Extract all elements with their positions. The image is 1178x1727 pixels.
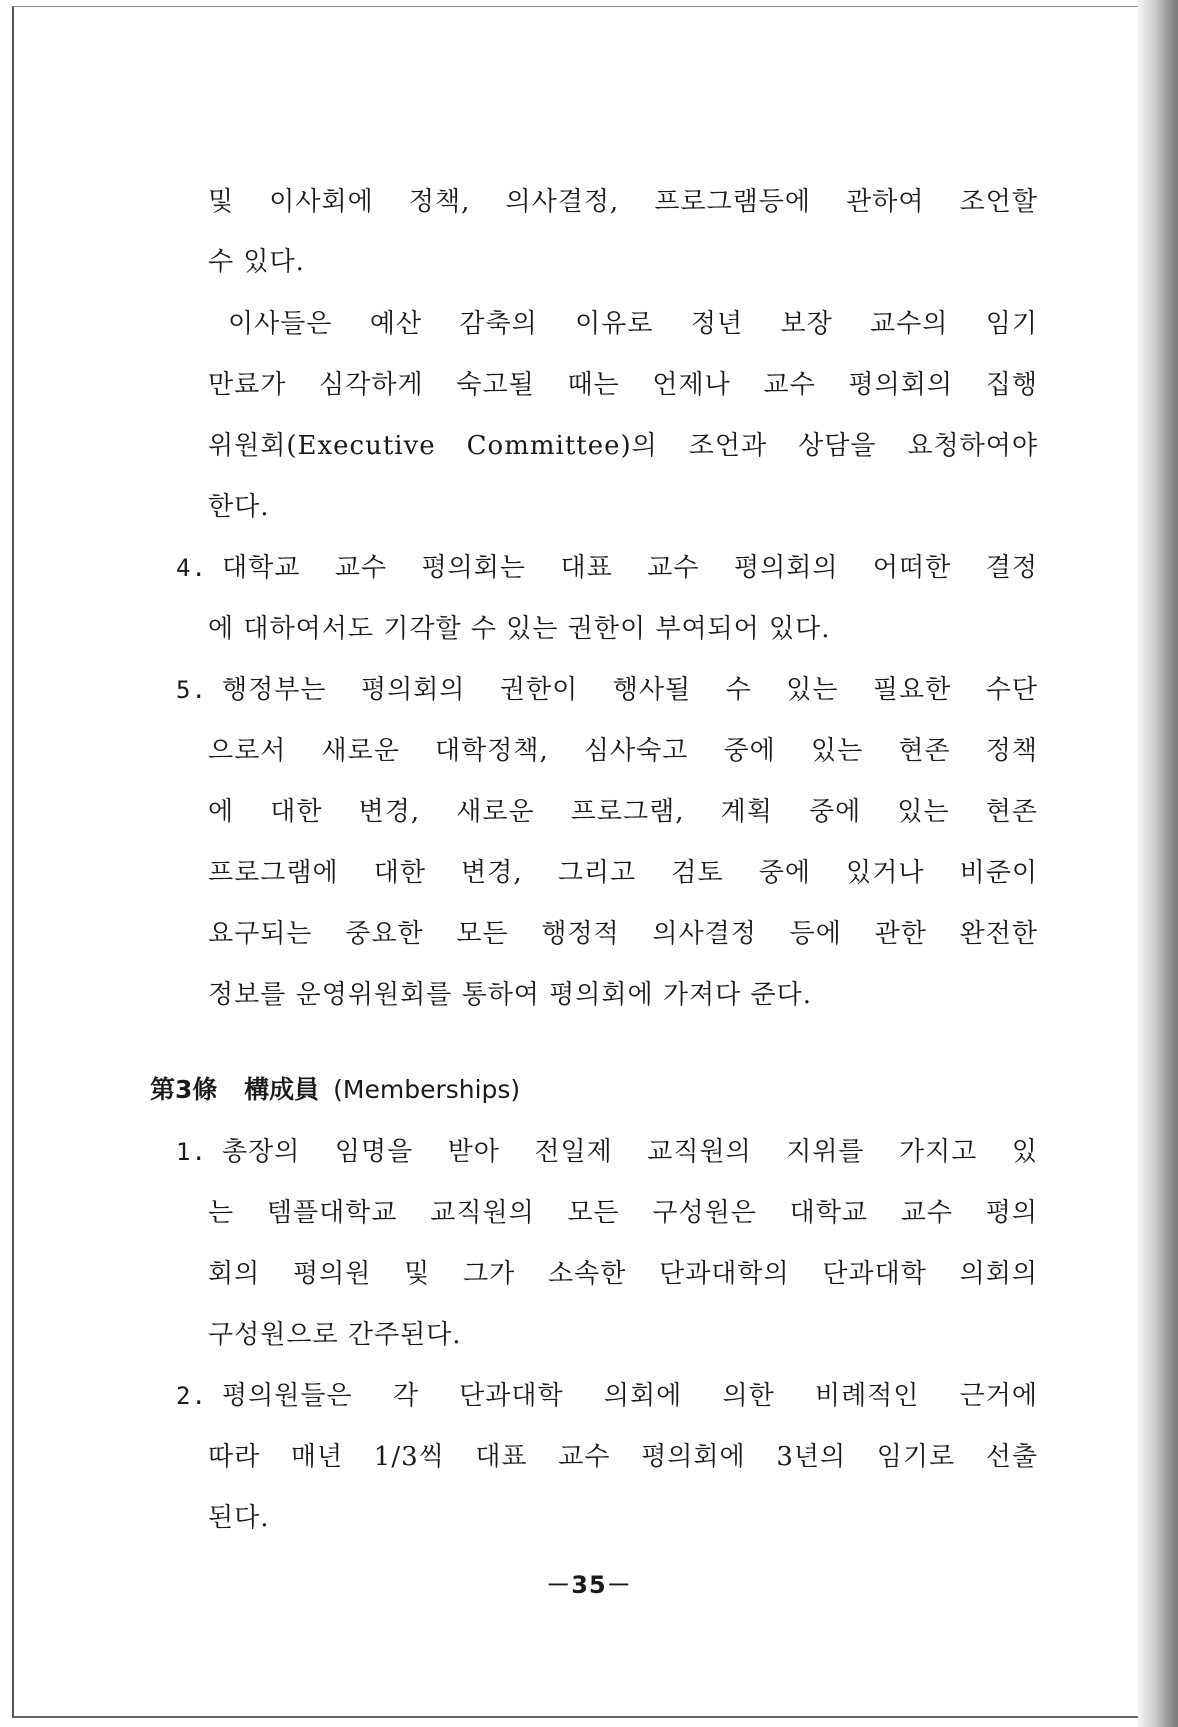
paragraph-line: 에 대하여서도 기각할 수 있는 권한이 부여되어 있다. xyxy=(208,614,831,644)
paragraph-line: 위원회(Executive Committee)의 조언과 상담을 요청하여야 xyxy=(208,431,1038,461)
paragraph-line: 따라 매년 1/3씩 대표 교수 평의회에 3년의 임기로 선출 xyxy=(208,1442,1038,1472)
item-text: 대학교 교수 평의회는 대표 교수 평의회의 어떠한 결정 xyxy=(222,553,1038,583)
paragraph-line: 만료가 심각하게 숙고될 때는 언제나 교수 평의회의 집행 xyxy=(208,370,1038,400)
item-number: 1. xyxy=(176,1138,207,1166)
paragraph-line: 회의 평의원 및 그가 소속한 단과대학의 단과대학 의회의 xyxy=(208,1259,1038,1289)
numbered-item-4-line xyxy=(176,551,1038,585)
paragraph-line: 으로서 새로운 대학정책, 심사숙고 중에 있는 현존 정책 xyxy=(208,736,1038,766)
article-heading xyxy=(150,1073,520,1107)
item-text: 행정부는 평의회의 권한이 행사될 수 있는 필요한 수단 xyxy=(222,675,1038,705)
paragraph-line: 는 템플대학교 교직원의 모든 구성원은 대학교 교수 평의 xyxy=(208,1198,1038,1228)
article-label: 第3條 xyxy=(150,1075,218,1104)
paragraph-line: 프로그램에 대한 변경, 그리고 검토 중에 있거나 비준이 xyxy=(208,858,1038,888)
item-text: 평의원들은 각 단과대학 의회에 의한 비례적인 근거에 xyxy=(222,1381,1038,1411)
article-item-1-line xyxy=(176,1135,1038,1169)
paragraph-line: 수 있다. xyxy=(208,247,305,277)
item-text: 총장의 임명을 받아 전일제 교직원의 지위를 가지고 있 xyxy=(222,1137,1038,1167)
item-number: 2. xyxy=(176,1382,207,1410)
article-english-title: (Memberships) xyxy=(333,1075,521,1104)
paragraph-line: 된다. xyxy=(208,1503,270,1533)
paragraph-line: 에 대한 변경, 새로운 프로그램, 계획 중에 있는 현존 xyxy=(208,797,1038,827)
article-item-2-line xyxy=(176,1379,1038,1413)
paragraph-line: 이사들은 예산 감축의 이유로 정년 보장 교수의 임기 xyxy=(228,309,1038,339)
item-number: 4. xyxy=(176,554,207,582)
page-edge-shadow xyxy=(1138,0,1178,1727)
paragraph-line: 정보를 운영위원회를 통하여 평의회에 가져다 준다. xyxy=(208,980,813,1010)
paragraph-line: 한다. xyxy=(208,492,270,522)
article-title: 構成員 xyxy=(244,1075,320,1104)
paragraph-line: 및 이사회에 정책, 의사결정, 프로그램등에 관하여 조언할 xyxy=(208,187,1038,217)
item-number: 5. xyxy=(176,676,207,704)
paragraph-line: 요구되는 중요한 모든 행정적 의사결정 등에 관한 완전한 xyxy=(208,919,1038,949)
page-number: －35－ xyxy=(546,1571,632,1599)
paragraph-line: 구성원으로 간주된다. xyxy=(208,1320,462,1350)
numbered-item-5-line xyxy=(176,673,1038,707)
